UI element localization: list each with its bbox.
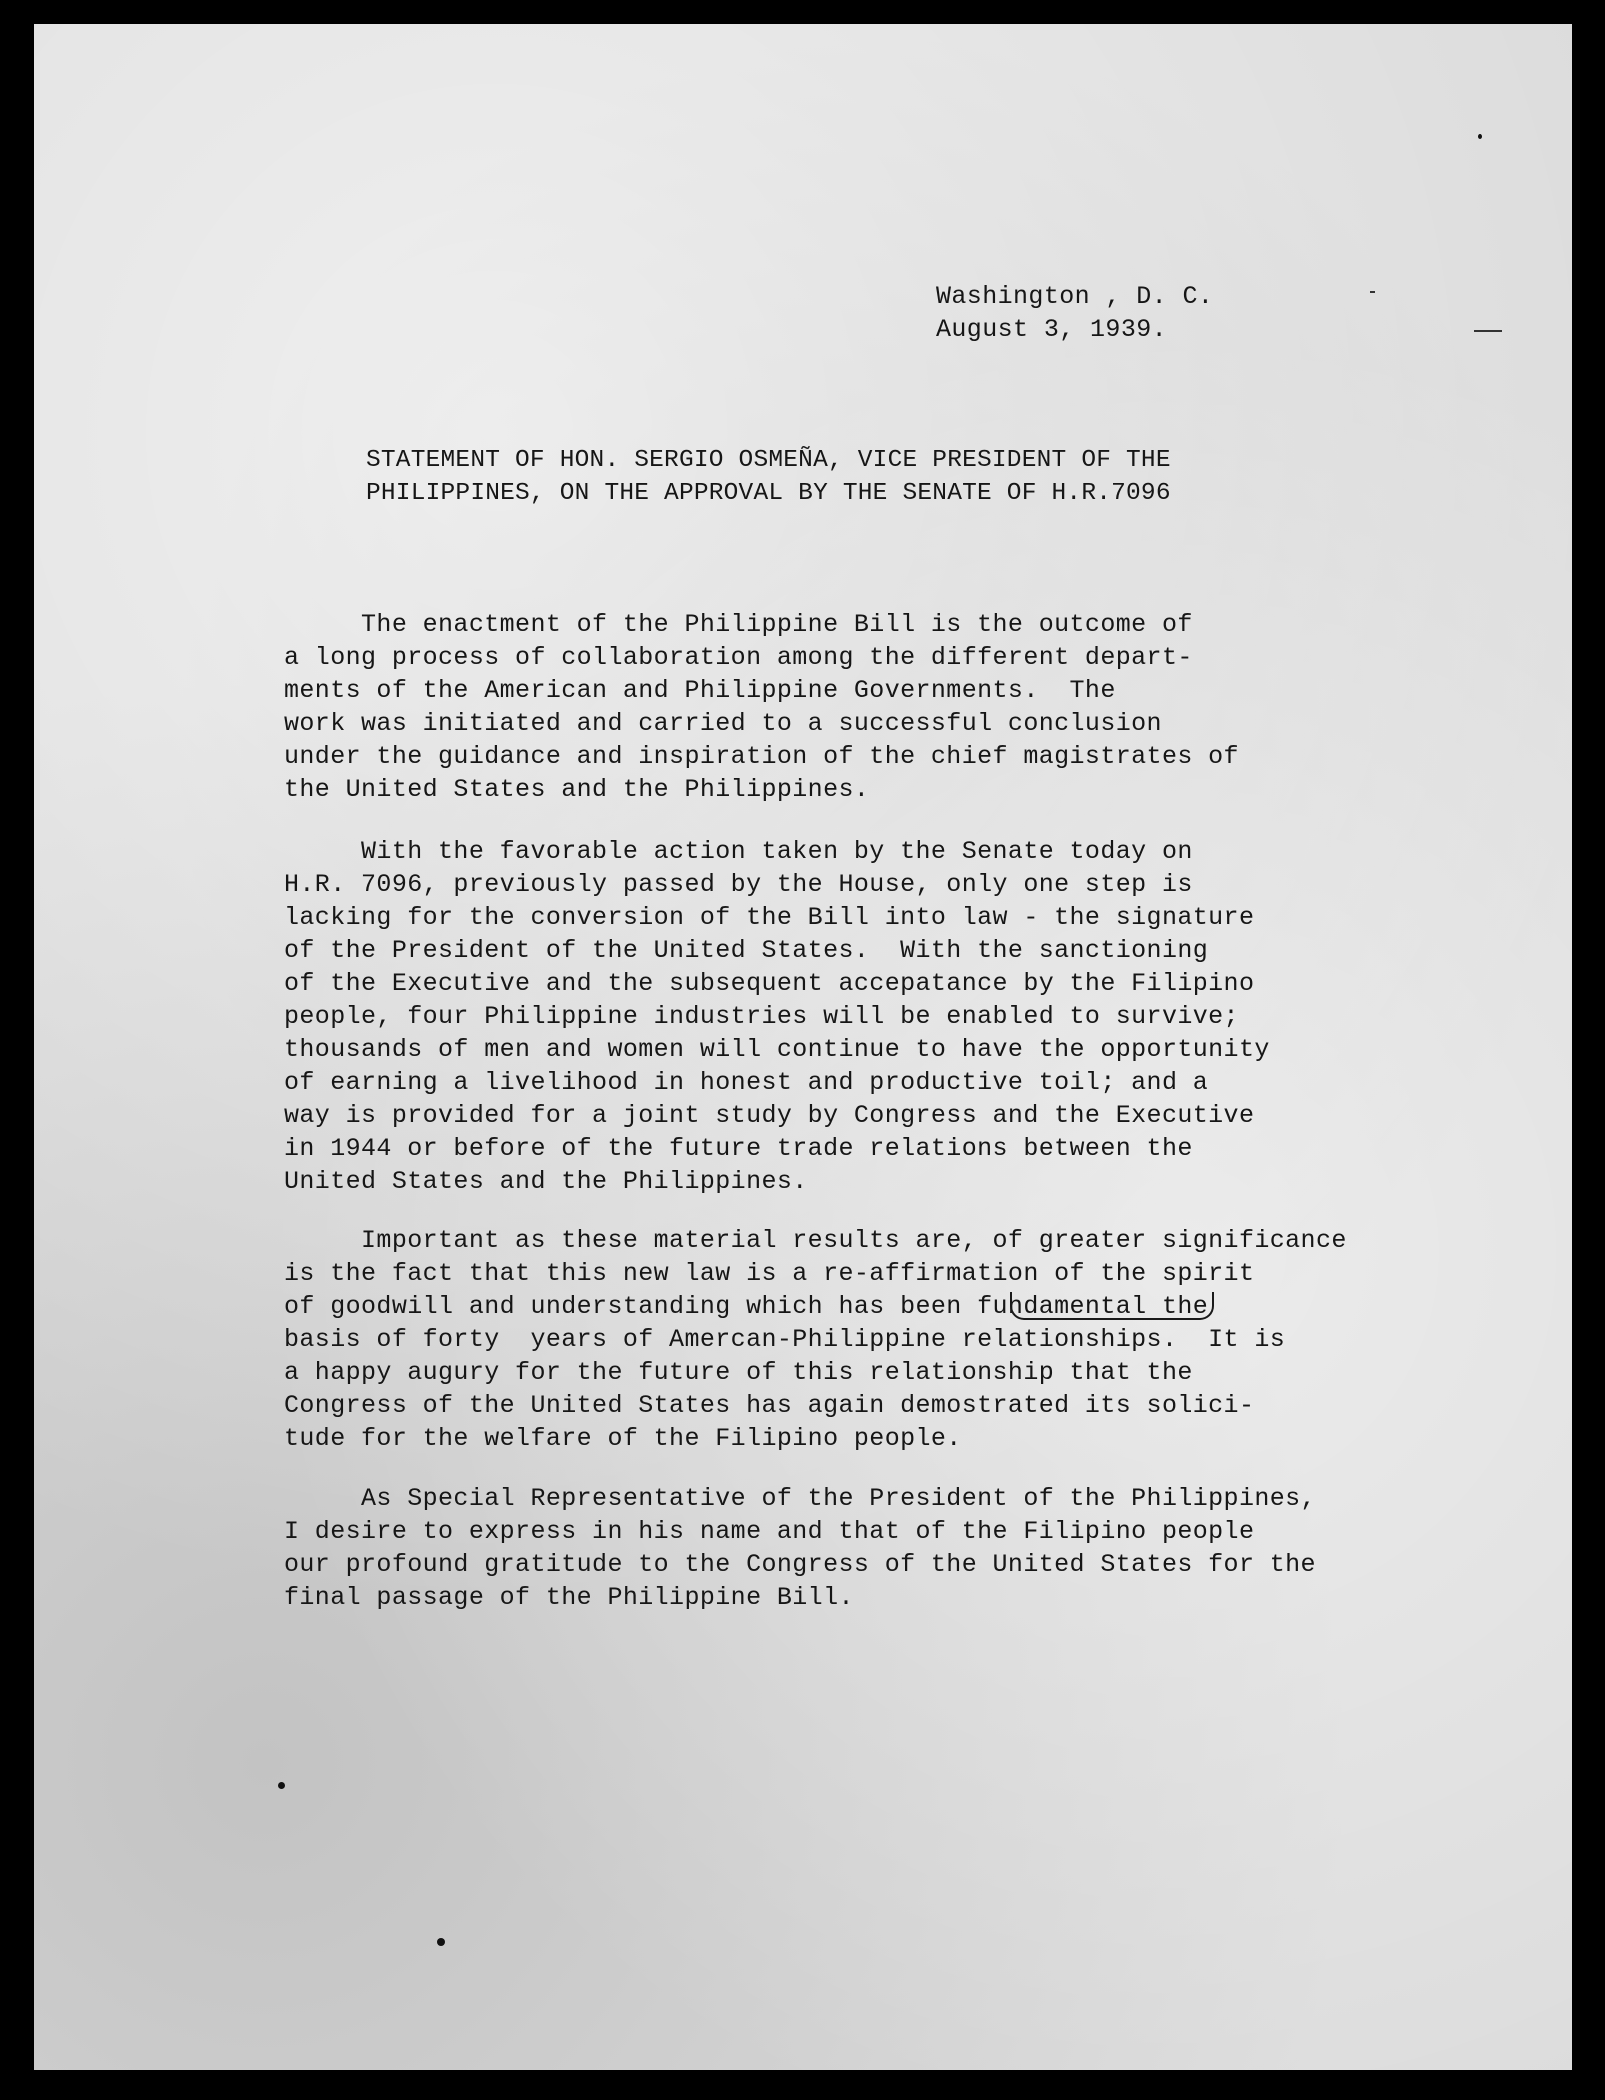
ink-spot: [437, 1938, 445, 1946]
dateline-place: Washington , D. C.: [936, 282, 1214, 311]
paragraph-line: our profound gratitude to the Congress of the United States for the: [284, 1550, 1316, 1579]
paragraph-line: I desire to express in his name and that of the Filipino people: [284, 1517, 1255, 1546]
dateline-date: August 3, 1939.: [936, 315, 1168, 344]
title-line-1: STATEMENT OF HON. SERGIO OSMEÑA, VICE PRESIDENT OF THE: [366, 447, 1171, 474]
paragraph-line: a long process of collaboration among the different depart-: [284, 643, 1193, 672]
paragraph-line: of the President of the United States. With the sanctioning: [284, 936, 1209, 965]
margin-tick-mark: [1370, 291, 1375, 293]
ink-spot: [278, 1782, 285, 1789]
paragraph-line: is the fact that this new law is a re-affirmation of the spirit: [284, 1259, 1255, 1288]
paragraph-line: final passage of the Philippine Bill.: [284, 1583, 854, 1612]
paragraph-line: of goodwill and understanding which has been fundamental the: [284, 1292, 1209, 1321]
paragraph-line: way is provided for a joint study by Congress and the Executive: [284, 1101, 1255, 1130]
ink-spot: [1478, 134, 1482, 139]
paragraph-line: United States and the Philippines.: [284, 1167, 808, 1196]
paragraph-line: H.R. 7096, previously passed by the House, only one step is: [284, 870, 1193, 899]
paragraph-line: With the favorable action taken by the Senate today on: [284, 837, 1193, 866]
paragraph-line: of the Executive and the subsequent accepatance by the Filipino: [284, 969, 1255, 998]
paragraph-line: the United States and the Philippines.: [284, 775, 870, 804]
margin-tick-mark: [1474, 330, 1502, 332]
paragraph-line: ments of the American and Philippine Governments. The: [284, 676, 1116, 705]
handwritten-insertion-mark: [1010, 1292, 1214, 1320]
paragraph-line: The enactment of the Philippine Bill is the outcome of: [284, 610, 1193, 639]
paragraph-line: thousands of men and women will continue to have the opportunity: [284, 1035, 1270, 1064]
paragraph-line: basis of forty years of Amercan-Philippine relationships. It is: [284, 1325, 1286, 1354]
paragraph-line: tude for the welfare of the Filipino people.: [284, 1424, 962, 1453]
paragraph-line: Congress of the United States has again demostrated its solici-: [284, 1391, 1255, 1420]
paragraph-line: people, four Philippine industries will be enabled to survive;: [284, 1002, 1239, 1031]
paragraph-line: lacking for the conversion of the Bill into law - the signature: [284, 903, 1255, 932]
paragraph-line: under the guidance and inspiration of the chief magistrates of: [284, 742, 1239, 771]
paragraph-line: As Special Representative of the President of the Philippines,: [284, 1484, 1316, 1513]
paragraph-line: a happy augury for the future of this relationship that the: [284, 1358, 1193, 1387]
document-page: [34, 24, 1572, 2070]
paragraph-line: in 1944 or before of the future trade relations between the: [284, 1134, 1193, 1163]
paragraph-line: work was initiated and carried to a successful conclusion: [284, 709, 1162, 738]
title-line-2: PHILIPPINES, ON THE APPROVAL BY THE SENATE OF H.R.7096: [366, 480, 1171, 507]
paragraph-line: Important as these material results are, of greater significance: [284, 1226, 1347, 1255]
paragraph-line: of earning a livelihood in honest and productive toil; and a: [284, 1068, 1209, 1097]
